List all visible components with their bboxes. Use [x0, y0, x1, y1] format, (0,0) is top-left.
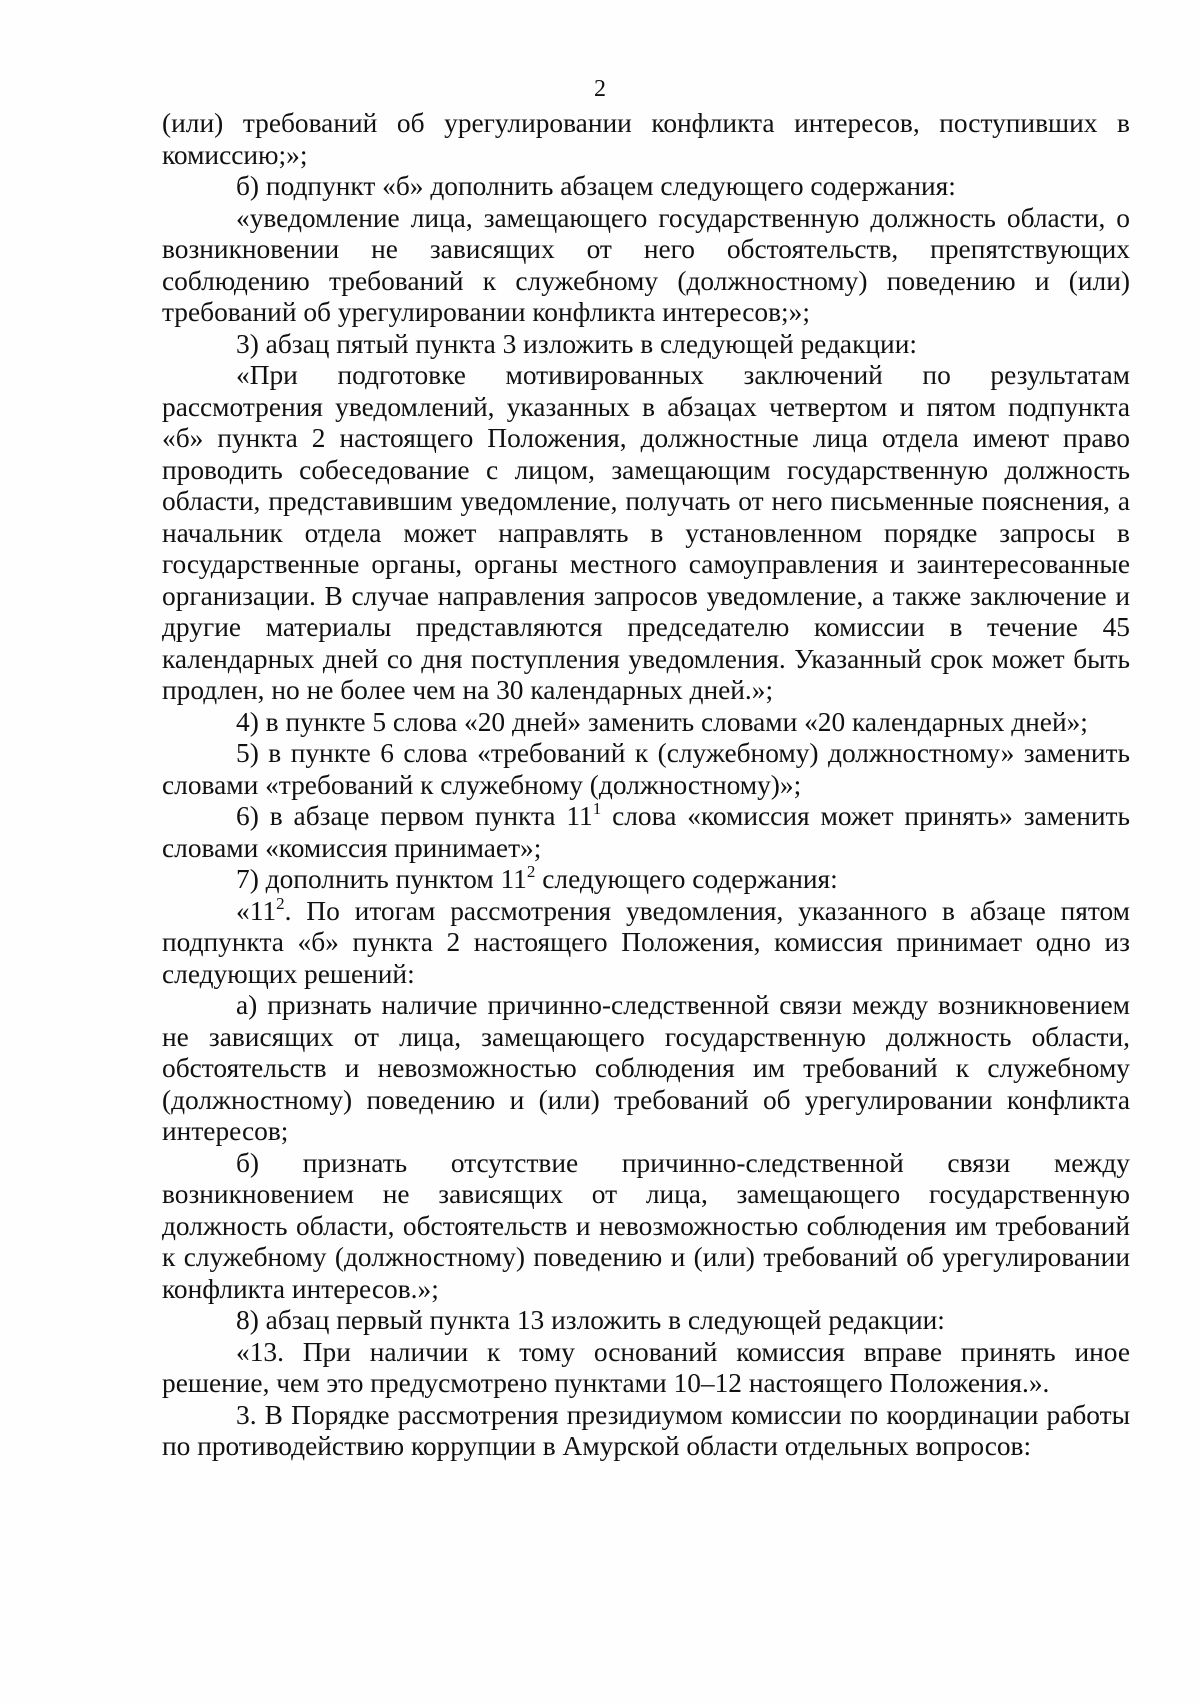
paragraph-item-5: 5) в пункте 6 слова «требований к (служебному) должностному» заменить словами «требований к служебному (должностному)»;: [162, 738, 1130, 800]
page-number: 2: [594, 76, 606, 102]
paragraph-decision-a: а) признать наличие причинно-следственной связи между возникновением не зависящих от лица, замещающего государственную должность области, обстоятельств и невозможностью соблюдения им требований к служебному (должностному) поведению и (или) требований об урегулировании конфликта интересов;: [162, 990, 1130, 1146]
paragraph-item-3: 3) абзац пятый пункта 3 изложить в следующей редакции:: [236, 328, 917, 359]
document-body: [162, 108, 1130, 1463]
paragraph-continuation: (или) требований об урегулировании конфликта интересов, поступивших в комиссию;»;: [162, 108, 1130, 170]
paragraph-quote-preparation: «При подготовке мотивированных заключений по результатам рассмотрения уведомлений, указанных в абзацах четвертом и пятом подпункта «б» пункта 2 настоящего Положения, должностные лица отдела имеют право проводить собеседование с лицом, замещающим государственную должность области, представившим уведомление, получать от него письменные пояснения, а начальник отдела может направлять в установленном порядке запросы в государственные органы, органы местного самоуправления и заинтересованные организации. В случае направления запросов уведомление, а также заключение и другие материалы представляются председателю комиссии в течение 45 календарных дней со дня поступления уведомления. Указанный срок может быть продлен, но не более чем на 30 календарных дней.»;: [162, 360, 1130, 705]
paragraph-item-8: 8) абзац первый пункта 13 изложить в следующей редакции:: [236, 1305, 945, 1335]
paragraph-decision-b: б) признать отсутствие причинно-следственной связи между возникновением не зависящих от лица, замещающего государственную должность области, обстоятельств и невозможностью соблюдения им требований к служебному (должностному) поведению и (или) требований об урегулировании конфликта интересов.»;: [162, 1147, 1130, 1304]
paragraph-quote-11-2: «$11^2$. По итогам рассмотрения уведомления, указанного в абзаце пятом подпункта «б» пункта 2 настоящего Положения, комиссия принимает одно из следующих решений:: [162, 893, 1130, 989]
paragraph-quote-13: «13. При наличии к тому оснований комиссия вправе принять иное решение, чем это предусмотрено пунктами 10–12 настоящего Положения.».: [162, 1336, 1130, 1398]
paragraph-item-6: 6) в абзаце первом пункта $11^1$ слова «комиссия может принять» заменить словами «комиссия принимает»;: [162, 799, 1131, 863]
paragraph-subitem-b: б) подпункт «б» дополнить абзацем следующего содержания:: [236, 171, 956, 201]
paragraph-item-7: 7) дополнить пунктом $11^2$ следующего содержания:: [236, 862, 838, 894]
paragraph-section-3: 3. В Порядке рассмотрения президиумом комиссии по координации работы по противодействию коррупции в Амурской области отдельных вопросов:: [162, 1399, 1130, 1461]
paragraph-quote-notification: «уведомление лица, замещающего государственную должность области, о возникновении не зависящих от него обстоятельств, препятствующих соблюдению требований к служебному (должностному) поведению и (или) требований об урегулировании конфликта интересов;»;: [162, 202, 1130, 327]
paragraph-item-4: 4) в пункте 5 слова «20 дней» заменить словами «20 календарных дней»;: [236, 706, 1088, 737]
